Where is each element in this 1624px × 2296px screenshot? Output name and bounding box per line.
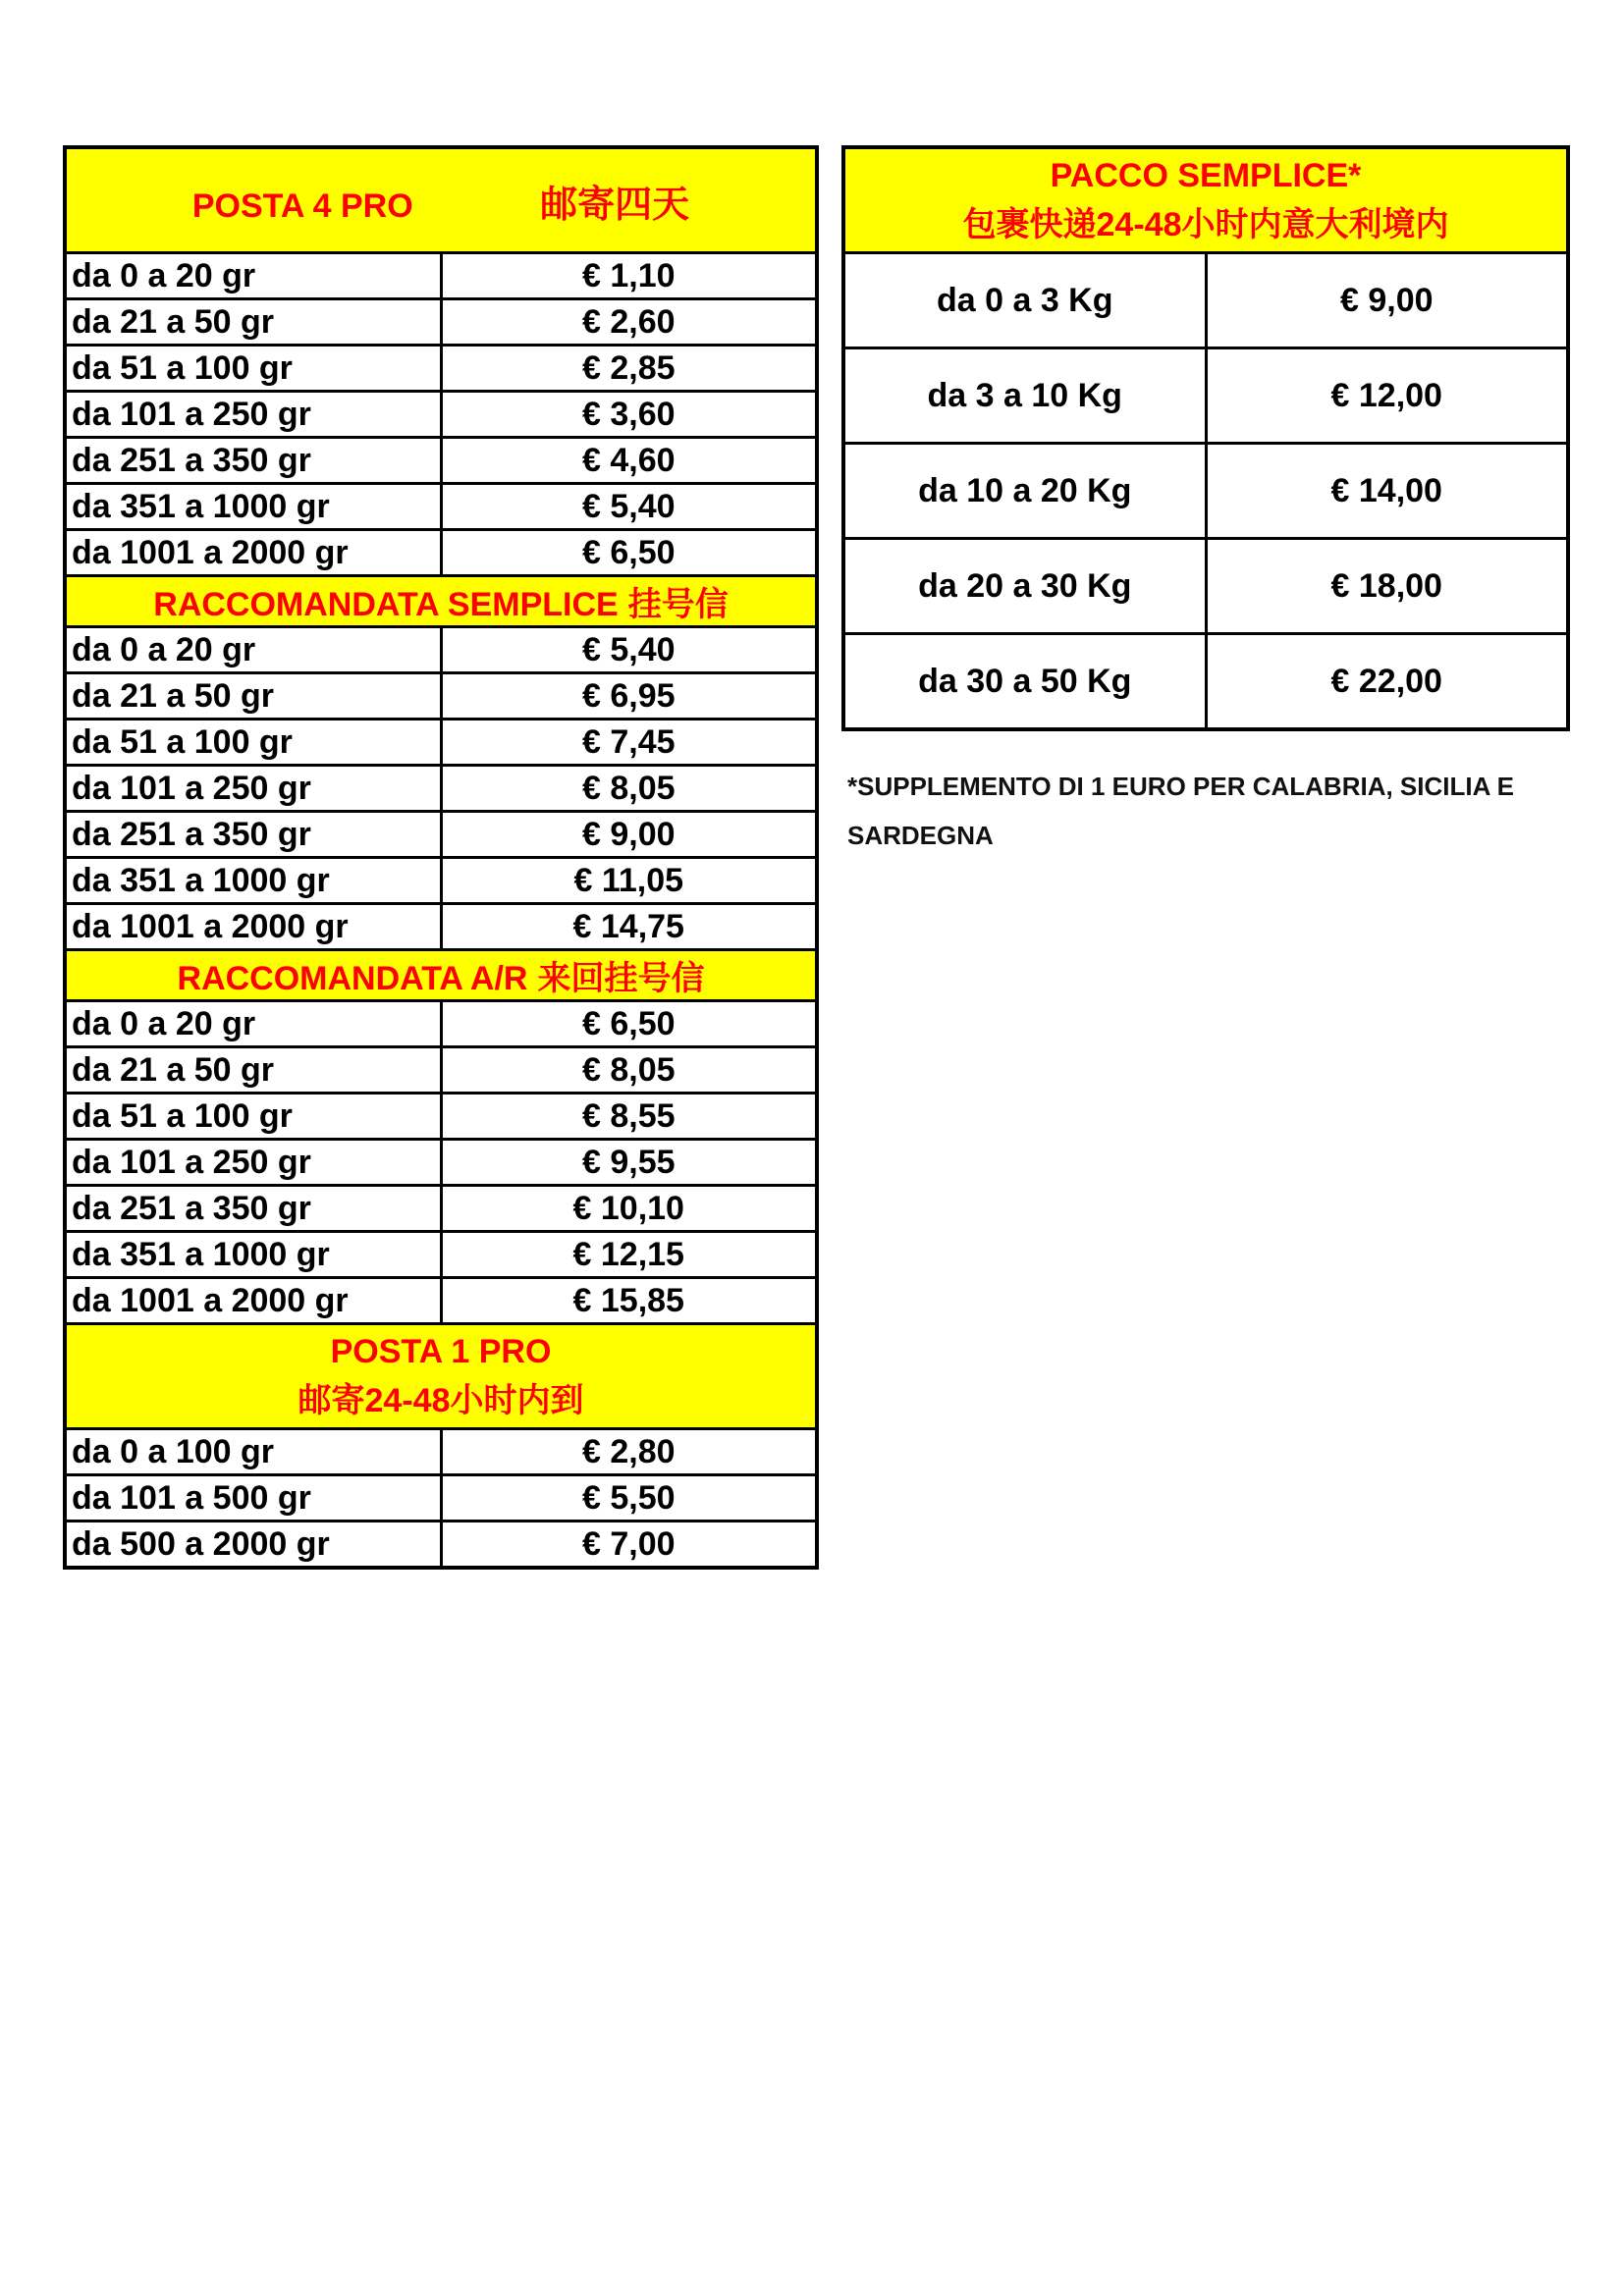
- price: € 15,85: [441, 1278, 817, 1324]
- weight-range: da 351 a 1000 gr: [65, 484, 441, 530]
- price: € 8,05: [441, 1047, 817, 1094]
- table-row: [65, 346, 817, 392]
- weight-range: da 101 a 250 gr: [65, 766, 441, 812]
- posta1-title: POSTA 1 PRO: [330, 1333, 552, 1370]
- posta1-header: [65, 1324, 817, 1429]
- pacco-title: PACCO SEMPLICE*: [1050, 157, 1362, 194]
- price: € 9,00: [1206, 253, 1568, 348]
- table-row: [65, 1429, 817, 1475]
- raccomandata-ar-header: [65, 950, 817, 1001]
- raccomandata-header: [65, 576, 817, 627]
- price: € 10,10: [441, 1186, 817, 1232]
- table-row: [65, 1475, 817, 1522]
- price: € 12,00: [1206, 348, 1568, 444]
- price: € 2,80: [441, 1429, 817, 1475]
- table-row: [65, 299, 817, 346]
- weight-range: da 3 a 10 Kg: [843, 348, 1206, 444]
- price: € 2,60: [441, 299, 817, 346]
- price: € 5,40: [441, 484, 817, 530]
- posta1-title-cn: 邮寄24-48小时内到: [298, 1382, 584, 1419]
- weight-range: da 101 a 250 gr: [65, 1140, 441, 1186]
- table-row: [65, 253, 817, 299]
- weight-range: da 101 a 250 gr: [65, 392, 441, 438]
- table-row: [65, 627, 817, 673]
- weight-range: da 1001 a 2000 gr: [65, 904, 441, 950]
- right-price-table-body: [843, 147, 1568, 729]
- weight-range: da 351 a 1000 gr: [65, 1232, 441, 1278]
- posta4-title: POSTA 4 PRO: [191, 187, 413, 225]
- weight-range: da 21 a 50 gr: [65, 299, 441, 346]
- price: € 6,50: [441, 1001, 817, 1047]
- raccomandata-ar-title: RACCOMANDATA A/R: [177, 960, 528, 997]
- table-row: [843, 634, 1568, 730]
- weight-range: da 1001 a 2000 gr: [65, 1278, 441, 1324]
- table-row: [843, 253, 1568, 348]
- price: € 6,50: [441, 530, 817, 576]
- posta4-header-row: [65, 147, 817, 253]
- table-row: [65, 530, 817, 576]
- table-row: [65, 673, 817, 720]
- table-row: [65, 812, 817, 858]
- price: € 9,55: [441, 1140, 817, 1186]
- price: € 9,00: [441, 812, 817, 858]
- weight-range: da 0 a 20 gr: [65, 253, 441, 299]
- table-row: [65, 1140, 817, 1186]
- table-row: [65, 1186, 817, 1232]
- table-row: [65, 766, 817, 812]
- weight-range: da 30 a 50 Kg: [843, 634, 1206, 730]
- price: € 7,45: [441, 720, 817, 766]
- table-row: [65, 1522, 817, 1569]
- weight-range: da 500 a 2000 gr: [65, 1522, 441, 1569]
- price: € 14,75: [441, 904, 817, 950]
- table-row: [65, 1232, 817, 1278]
- price: € 8,55: [441, 1094, 817, 1140]
- price: € 5,50: [441, 1475, 817, 1522]
- table-row: [843, 348, 1568, 444]
- price: € 18,00: [1206, 539, 1568, 634]
- table-row: [65, 720, 817, 766]
- price: € 14,00: [1206, 444, 1568, 539]
- table-row: [843, 539, 1568, 634]
- table-row: [65, 392, 817, 438]
- price: € 3,60: [441, 392, 817, 438]
- table-row: [65, 438, 817, 484]
- table-row: [65, 1094, 817, 1140]
- weight-range: da 0 a 100 gr: [65, 1429, 441, 1475]
- price: € 11,05: [441, 858, 817, 904]
- price: € 7,00: [441, 1522, 817, 1569]
- price: € 22,00: [1206, 634, 1568, 730]
- weight-range: da 0 a 20 gr: [65, 627, 441, 673]
- posta1-header-row: [65, 1324, 817, 1429]
- weight-range: da 251 a 350 gr: [65, 438, 441, 484]
- weight-range: da 1001 a 2000 gr: [65, 530, 441, 576]
- weight-range: da 51 a 100 gr: [65, 346, 441, 392]
- left-price-table-body: [65, 147, 817, 1568]
- weight-range: da 0 a 3 Kg: [843, 253, 1206, 348]
- weight-range: da 251 a 350 gr: [65, 812, 441, 858]
- raccomandata-title-cn: 挂号信: [627, 586, 729, 623]
- table-row: [843, 444, 1568, 539]
- price: € 8,05: [441, 766, 817, 812]
- table-row: [65, 904, 817, 950]
- pacco-footnote: *SUPPLEMENTO DI 1 EURO PER CALABRIA, SICILIA E SARDEGNA: [847, 772, 1514, 850]
- raccomandata-title: RACCOMANDATA SEMPLICE: [153, 586, 619, 623]
- table-row: [65, 1047, 817, 1094]
- table-row: [65, 484, 817, 530]
- posta4-title-cn: 邮寄四天: [540, 184, 690, 226]
- weight-range: da 51 a 100 gr: [65, 720, 441, 766]
- price: € 5,40: [441, 627, 817, 673]
- price: € 6,95: [441, 673, 817, 720]
- weight-range: da 21 a 50 gr: [65, 673, 441, 720]
- price: € 2,85: [441, 346, 817, 392]
- price: € 1,10: [441, 253, 817, 299]
- table-row: [65, 858, 817, 904]
- raccomandata-ar-title-cn: 来回挂号信: [537, 960, 705, 997]
- pacco-title-cn: 包裹快递24-48小时内意大利境内: [962, 206, 1449, 243]
- table-row: [65, 1001, 817, 1047]
- table-row: [65, 1278, 817, 1324]
- weight-range: da 0 a 20 gr: [65, 1001, 441, 1047]
- posta4-header: [65, 147, 817, 253]
- weight-range: da 101 a 500 gr: [65, 1475, 441, 1522]
- weight-range: da 21 a 50 gr: [65, 1047, 441, 1094]
- weight-range: da 351 a 1000 gr: [65, 858, 441, 904]
- price: € 4,60: [441, 438, 817, 484]
- weight-range: da 20 a 30 Kg: [843, 539, 1206, 634]
- right-price-table: [841, 145, 1570, 731]
- pacco-header: [843, 147, 1568, 253]
- pacco-header-row: [843, 147, 1568, 253]
- weight-range: da 51 a 100 gr: [65, 1094, 441, 1140]
- left-price-table: [63, 145, 819, 1570]
- raccomandata-header-row: [65, 576, 817, 627]
- price: € 12,15: [441, 1232, 817, 1278]
- raccomandata-ar-header-row: [65, 950, 817, 1001]
- weight-range: da 251 a 350 gr: [65, 1186, 441, 1232]
- weight-range: da 10 a 20 Kg: [843, 444, 1206, 539]
